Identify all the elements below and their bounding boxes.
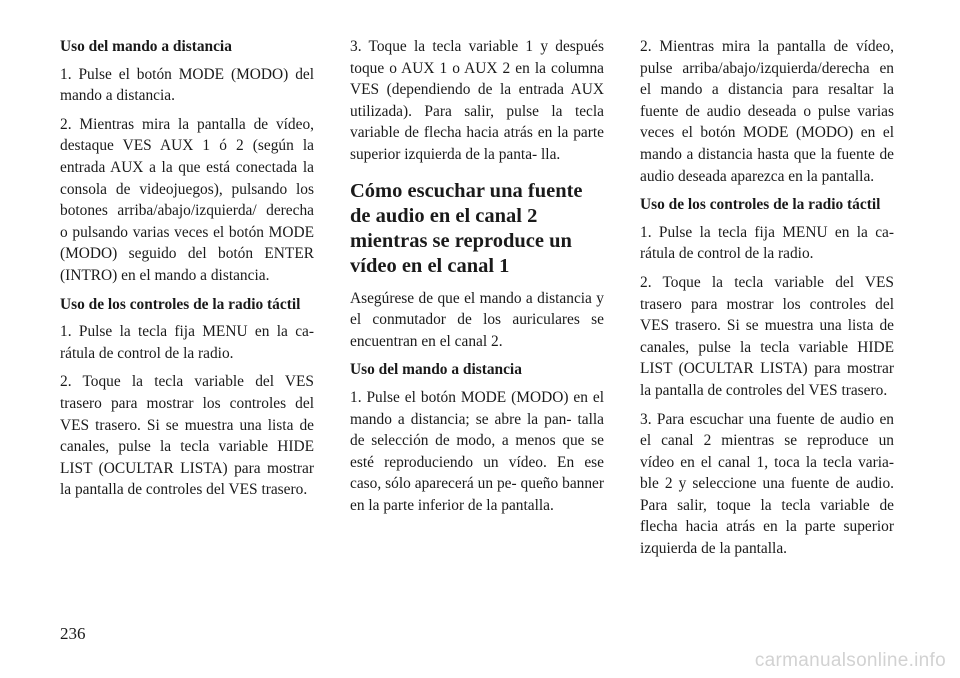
text-column-left [60,36,314,508]
paragraph: 3. Para escuchar una fuente de audio en el canal 2 mientras se reproduce un vídeo en el canal 1, toca la tecla varia- ble 2 y seleccione una fuente de audio. Para salir, toque la tecla variable de flecha hacia atrás en la parte superior izquierda de la pantalla. [640,410,894,558]
site-watermark: carmanualsonline.info [754,650,946,671]
paragraph: 2. Toque la tecla variable del VES trasero para mostrar los controles del VES trasero. Si se muestra una lista de canales, pulse la tecla variable HIDE LIST (OCULTAR LISTA) para mostrar la pantalla de controles del VES trasero. [640,273,894,399]
section-subheading: Uso del mando a distancia [60,38,232,55]
paragraph: Asegúrese de que el mando a distancia y el conmutador de los auriculares se encuentran en el canal 2. [350,289,604,350]
paragraph: 2. Toque la tecla variable del VES trasero para mostrar los controles del VES trasero. Si se muestra una lista de canales, pulse la tecla variable HIDE LIST (OCULTAR LISTA) para mostrar la pantalla de controles del VES trasero. [60,373,314,499]
page-number: 236 [60,624,86,643]
paragraph: 2. Mientras mira la pantalla de vídeo, pulse arriba/abajo/izquierda/derecha en el mando a distancia para resaltar la fuente de audio deseada o pulse varias veces el botón MODE (MODO) en el mando a distancia hasta que la fuente de audio deseada aparezca en la pantalla. [640,38,894,185]
text-column-middle [350,36,604,524]
paragraph: 1. Pulse el botón MODE (MODO) en el mando a distancia; se abre la pan- talla de selección de modo, a menos que se esté reproduciendo un vídeo. En ese caso, sólo aparecerá un pe- queño banner en la parte inferior de la pantalla. [350,388,604,514]
section-subheading: Uso de los controles de la radio táctil [640,196,881,214]
paragraph: 3. Toque la tecla variable 1 y después toque o AUX 1 o AUX 2 en la columna VES (dependiendo de la entrada AUX utilizada). Para salir, pulse la tecla variable de flecha hacia atrás en la parte superior izquierda de la panta- lla. [350,38,604,163]
section-subheading: Uso del mando a distancia [350,361,522,379]
text-column-right [640,36,894,567]
paragraph: 1. Pulse la tecla fija MENU en la ca- rátula de control de la radio. [640,223,894,263]
section-subheading: Uso de los controles de la radio táctil [60,295,301,313]
paragraph: 2. Mientras mira la pantalla de vídeo, destaque VES AUX 1 ó 2 (según la entrada AUX a la que está conectada la consola de videojuegos), pulsando los botones arriba/abajo/izquierda/ derecha o pulsando varias veces el botón MODE (MODO) seguido del botón ENTER (INTRO) en el mando a distancia. [60,115,314,284]
paragraph: 1. Pulse la tecla fija MENU en la ca- rátula de control de la radio. [60,323,314,362]
section-heading: Cómo escuchar una fuente de audio en el canal 2 mientras se reproduce un vídeo en el canal 1 [350,179,583,277]
paragraph: 1. Pulse el botón MODE (MODO) del mando a distancia. [60,65,314,105]
